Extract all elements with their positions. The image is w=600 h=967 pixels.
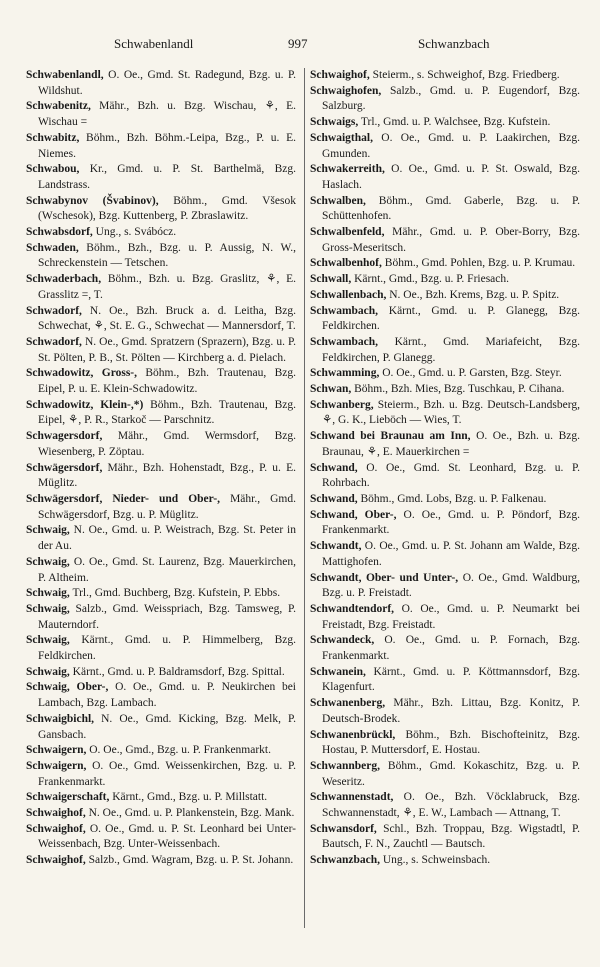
entry-headword: Schwanenbrückl, [310,728,396,741]
entry-details: Böhm., Bzh. Böhm.-Leipa, Bzg., P. u. E. Niemes. [38,131,296,160]
gazetteer-entry [310,256,580,272]
entry-headword: Schwaig, [26,587,70,600]
gazetteer-entry [26,225,296,241]
entry-details: Böhm., Gmd. Lobs, Bzg. u. P. Falkenau. [357,492,547,505]
entry-details: Böhm., Bzh. Trautenau, Bzg. Eipel, ⚘, P. R., Starkoč — Parschnitz. [38,398,296,427]
entry-details: O. Oe., Gmd. u. P. Neukirchen bei Lambach, Bzg. Lambach. [38,681,296,710]
entry-details: O. Oe., Gmd., Bzg. u. P. Frankenmarkt. [86,744,271,757]
entry-details: Kärnt., Gmd. Mariafeicht, Bzg. Feldkirchen, P. Glanegg. [322,335,580,364]
entry-details: N. Oe., Gmd. u. P. Weistrach, Bzg. St. Peter in der Au. [38,524,296,553]
gazetteer-entry [26,461,296,492]
gazetteer-entry [26,665,296,681]
gazetteer-entry [310,822,580,853]
entry-headword: Schwandt, [310,540,362,553]
entry-headword: Schwabou, [26,163,80,176]
gazetteer-entry [26,304,296,335]
gazetteer-entry [310,696,580,727]
entry-details: Trl., Gmd. Buchberg, Bzg. Kufstein, P. Ebbs. [69,587,281,600]
gazetteer-entry [310,398,580,429]
entry-headword: Schwabynov (Švabinov), [26,194,159,207]
entry-details: Kärnt., Gmd., Bzg. u. P. Friesach. [351,273,510,286]
entry-details: Mähr., Bzh. Hohenstadt, Bzg., P. u. E. Müglitz. [38,461,296,490]
entry-headword: Schwadowitz, Klein-,*) [26,398,144,411]
running-head-right: Schwanzbach [418,36,490,51]
gazetteer-entry [26,586,296,602]
entry-headword: Schwabenlandl, [26,69,104,81]
entry-details: O. Oe., Gmd. u. P. Garsten, Bzg. Steyr. [379,367,562,380]
entry-details: Kärnt., Gmd. u. P. Glanegg, Bzg. Feldkirchen. [322,304,580,333]
gazetteer-entry [310,115,580,131]
gazetteer-entry [26,633,296,664]
entry-headword: Schwaigthal, [310,131,373,144]
entry-headword: Schwalbenhof, [310,257,382,270]
entry-details: Kr., Gmd. u. P. St. Barthelmä, Bzg. Landstrass. [38,163,296,191]
entry-details: O. Oe., Gmd. Waldburg, Bzg. u. P. Freistadt. [322,571,580,600]
gazetteer-entry [310,162,580,193]
entry-headword: Schwaighofen, [310,84,382,97]
entry-details: O. Oe., Bzh. Vöcklabruck, Bzg. Schwannenstadt, ⚘, E. W., Lambach — Attnang, T. [322,791,580,820]
gazetteer-entry [26,131,296,162]
entry-headword: Schwadorf, [26,304,82,317]
gazetteer-entry [26,492,296,523]
gazetteer-entry [26,759,296,790]
column-divider [304,68,305,928]
entry-headword: Schwägersdorf, Nieder- und Ober-, [26,492,221,505]
entry-headword: Schwabsdorf, [26,226,93,239]
entry-details: Böhm., Gmd. Kokaschitz, Bzg. u. P. Weseritz. [322,759,580,788]
gazetteer-entry [26,523,296,554]
entry-headword: Schwägersdorf, [26,461,103,474]
entry-headword: Schwanberg, [310,398,374,411]
gazetteer-entry [310,84,580,115]
gazetteer-entry [26,335,296,366]
gazetteer-entry [310,571,580,602]
entry-details: Böhm., Bzh. Trautenau, Bzg. Eipel, P. u. E. Klein-Schwadowitz. [38,367,296,396]
entry-headword: Schwambach, [310,304,379,317]
entry-headword: Schwalbenfeld, [310,226,385,239]
gazetteer-entry [26,602,296,633]
entry-details: O. Oe., Gmd. St. Radegund, Bzg. u. P. Wildshut. [38,69,296,97]
gazetteer-entry [310,508,580,539]
entry-details: N. Oe., Bzh. Krems, Bzg. u. P. Spitz. [386,288,560,301]
gazetteer-columns [26,68,578,948]
gazetteer-entry [26,272,296,303]
entry-details: Schl., Bzh. Troppau, Bzg. Wigstadtl, P. Bautsch, F. N., Zauchtl — Bautsch. [322,822,580,851]
gazetteer-entry [310,853,580,869]
entry-details: O. Oe., Gmd. u. P. Fornach, Bzg. Frankenmarkt. [322,634,580,663]
gazetteer-entry [310,728,580,759]
entry-details: O. Oe., Gmd. St. Laurenz, Bzg. Mauerkirchen, P. Altheim. [38,555,296,584]
gazetteer-entry [310,288,580,304]
entry-details: O. Oe., Gmd. u. P. St. Oswald, Bzg. Haslach. [322,163,580,191]
gazetteer-entry [26,555,296,586]
gazetteer-entry [310,759,580,790]
gazetteer-entry [26,712,296,743]
gazetteer-entry [310,131,580,162]
entry-details: O. Oe., Bzh. u. Bzg. Braunau, ⚘, E. Mauerkirchen = [322,430,580,458]
gazetteer-entry [310,665,580,696]
entry-headword: Schwan, [310,383,352,396]
gazetteer-entry [310,461,580,492]
entry-headword: Schwambach, [310,335,379,348]
entry-headword: Schwandt, Ober- und Unter-, [310,571,459,584]
entry-details: Ung., s. Svábócz. [92,226,177,239]
left-column [26,68,296,869]
entry-details: O. Oe., Gmd. u. P. Neumarkt bei Freistadt, Bzg. Freistadt. [322,602,580,631]
entry-details: Kärnt., Gmd., Bzg. u. P. Millstatt. [109,791,268,804]
entry-details: Böhm., Bzh. u. Bzg. Graslitz, ⚘, E. Grasslitz =, T. [38,273,296,301]
entry-details: Böhm., Bzh. Mies, Bzg. Tuschkau, P. Cihana. [351,383,565,396]
entry-details: O. Oe., Gmd. u. P. Laakirchen, Bzg. Gmunden. [322,131,580,160]
gazetteer-entry [26,806,296,822]
entry-details: Kärnt., Gmd. u. P. Baldramsdorf, Bzg. Spittal. [69,665,285,678]
entry-headword: Schwabitz, [26,131,80,144]
entry-details: Steierm., Bzh. u. Bzg. Deutsch-Landsberg, ⚘, G. K., Lieböch — Wies, T. [322,398,580,427]
entry-headword: Schwaig, [26,634,70,647]
gazetteer-entry [310,68,580,84]
entry-headword: Schwaighof, [26,807,86,820]
running-head-left: Schwabenlandl [114,36,194,51]
gazetteer-entry [310,225,580,256]
gazetteer-entry [310,335,580,366]
gazetteer-entry [310,790,580,821]
gazetteer-entry [26,194,296,225]
entry-details: Steierm., s. Schweighof, Bzg. Friedberg. [369,69,560,81]
entry-headword: Schwallenbach, [310,288,387,301]
entry-details: O. Oe., Gmd. u. P. Pöndorf, Bzg. Frankenmarkt. [322,508,580,537]
entry-details: Kärnt., Gmd. u. P. Himmelberg, Bzg. Feldkirchen. [38,634,296,663]
entry-details: Salzb., Gmd. u. P. Eugendorf, Bzg. Salzburg. [322,84,580,113]
entry-details: Kärnt., Gmd. u. P. Köttmannsdorf, Bzg. Klagenfurt. [322,665,580,694]
entry-headword: Schwansdorf, [310,822,377,835]
gazetteer-entry [26,853,296,869]
entry-details: Trl., Gmd. u. P. Walchsee, Bzg. Kufstein. [358,116,551,129]
entry-headword: Schwaig, [26,602,70,615]
entry-details: Mähr., Gmd. u. P. Ober-Borry, Bzg. Gross-Meseritsch. [322,226,580,254]
entry-details: Mähr., Bzh. Littau, Bzg. Konitz, P. Deutsch-Brodek. [322,697,580,725]
entry-headword: Schwand bei Braunau am Inn, [310,430,471,443]
gazetteer-entry [310,633,580,664]
gazetteer-entry [26,790,296,806]
entry-headword: Schwalben, [310,194,366,207]
entry-headword: Schwagersdorf, [26,430,103,443]
entry-details: O. Oe., Gmd. u. P. St. Johann am Walde, Bzg. Mattighofen. [322,540,580,568]
page-header [26,36,578,56]
entry-headword: Schwaigbichl, [26,712,95,725]
entry-headword: Schwaig, [26,555,70,568]
entry-headword: Schwaigs, [310,116,359,129]
entry-headword: Schwannenstadt, [310,791,394,804]
entry-details: N. Oe., Gmd. Spratzern (Sprazern), Bzg. u. P. St. Pölten, P. B., St. Pölten — Kirchberg a. d. Pielach. [38,335,296,364]
gazetteer-entry [26,822,296,853]
entry-headword: Schwakerreith, [310,163,385,176]
entry-headword: Schwand, [310,461,358,474]
gazetteer-entry [310,539,580,570]
entry-headword: Schwamming, [310,367,380,380]
entry-details: Böhm., Bzh., Bzg. u. P. Aussig, N. W., Schreckenstein — Tetschen. [38,241,296,270]
gazetteer-entry [310,602,580,633]
entry-headword: Schwaigerschaft, [26,791,110,804]
gazetteer-entry [26,743,296,759]
entry-details: Mähr., Gmd. Schwägersdorf, Bzg. u. P. Müglitz. [38,492,296,521]
entry-headword: Schwadowitz, Gross-, [26,367,138,380]
entry-details: Mähr., Bzh. u. Bzg. Wischau, ⚘, E. Wischau = [38,100,296,129]
entry-headword: Schwaighof, [26,822,86,835]
gazetteer-entry [310,382,580,398]
page-number: 997 [288,36,308,51]
entry-headword: Schwandtendorf, [310,602,395,615]
gazetteer-entry [26,99,296,130]
entry-headword: Schwandeck, [310,634,375,647]
entry-headword: Schwanzbach, [310,854,380,867]
entry-headword: Schwaigern, [26,759,87,772]
gazetteer-entry [26,68,296,99]
entry-details: Salzb., Gmd. Weisspriach, Bzg. Tamsweg, P. Mauterndorf. [38,602,296,631]
entry-headword: Schwaig, Ober-, [26,681,109,694]
entry-headword: Schwannberg, [310,759,380,772]
entry-details: N. Oe., Gmd. u. P. Plankenstein, Bzg. Mank. [85,807,295,820]
entry-headword: Schwaig, [26,524,70,537]
gazetteer-entry [310,194,580,225]
gazetteer-entry [310,492,580,508]
entry-headword: Schwaigern, [26,744,87,757]
gazetteer-entry [26,398,296,429]
entry-details: N. Oe., Bzh. Bruck a. d. Leitha, Bzg. Schwechat, ⚘, St. E. G., Schwechat — Mannersdorf, T. [38,304,296,333]
entry-headword: Schwand, [310,492,358,505]
gazetteer-entry [26,366,296,397]
entry-details: Böhm., Gmd. Gaberle, Bzg. u. P. Schüttenhofen. [322,194,580,223]
entry-headword: Schwaderbach, [26,273,102,286]
gazetteer-entry [26,162,296,193]
entry-details: Salzb., Gmd. Wagram, Bzg. u. P. St. Johann. [85,854,294,867]
right-column [310,68,580,869]
entry-details: Mähr., Gmd. Wermsdorf, Bzg. Wiesenberg, P. Zöptau. [38,430,296,458]
entry-headword: Schwaig, [26,665,70,678]
gazetteer-entry [310,429,580,460]
gazetteer-entry [310,272,580,288]
entry-headword: Schwand, Ober-, [310,508,397,521]
entry-headword: Schwaden, [26,241,79,254]
entry-headword: Schwaighof, [310,69,370,81]
entry-headword: Schwadorf, [26,335,82,348]
gazetteer-entry [26,429,296,460]
gazetteer-entry [26,680,296,711]
entry-details: Ung., s. Schweinsbach. [379,854,491,867]
entry-details: O. Oe., Gmd. Weissenkirchen, Bzg. u. P. Frankenmarkt. [38,759,296,788]
entry-details: Böhm., Gmd. Pohlen, Bzg. u. P. Krumau. [381,257,576,270]
gazetteer-entry [310,366,580,382]
entry-headword: Schwanenberg, [310,697,386,710]
entry-details: O. Oe., Gmd. St. Leonhard, Bzg. u. P. Rohrbach. [322,461,580,490]
entry-details: N. Oe., Gmd. Kicking, Bzg. Melk, P. Gansbach. [38,712,296,741]
entry-headword: Schwall, [310,273,352,286]
entry-headword: Schwanein, [310,665,366,678]
entry-details: Böhm., Bzh. Bischofteinitz, Bzg. Hostau, P. Muttersdorf, E. Hostau. [322,728,580,757]
entry-details: Böhm., Gmd. Všesok (Wschesok), Bzg. Kuttenberg, P. Zbraslawitz. [38,194,296,223]
entry-headword: Schwaighof, [26,854,86,867]
gazetteer-entry [310,304,580,335]
entry-headword: Schwabenitz, [26,100,91,113]
entry-details: O. Oe., Gmd. u. P. St. Leonhard bei Unter-Weissenbach, Bzg. Unter-Weissenbach. [38,822,296,851]
gazetteer-entry [26,241,296,272]
